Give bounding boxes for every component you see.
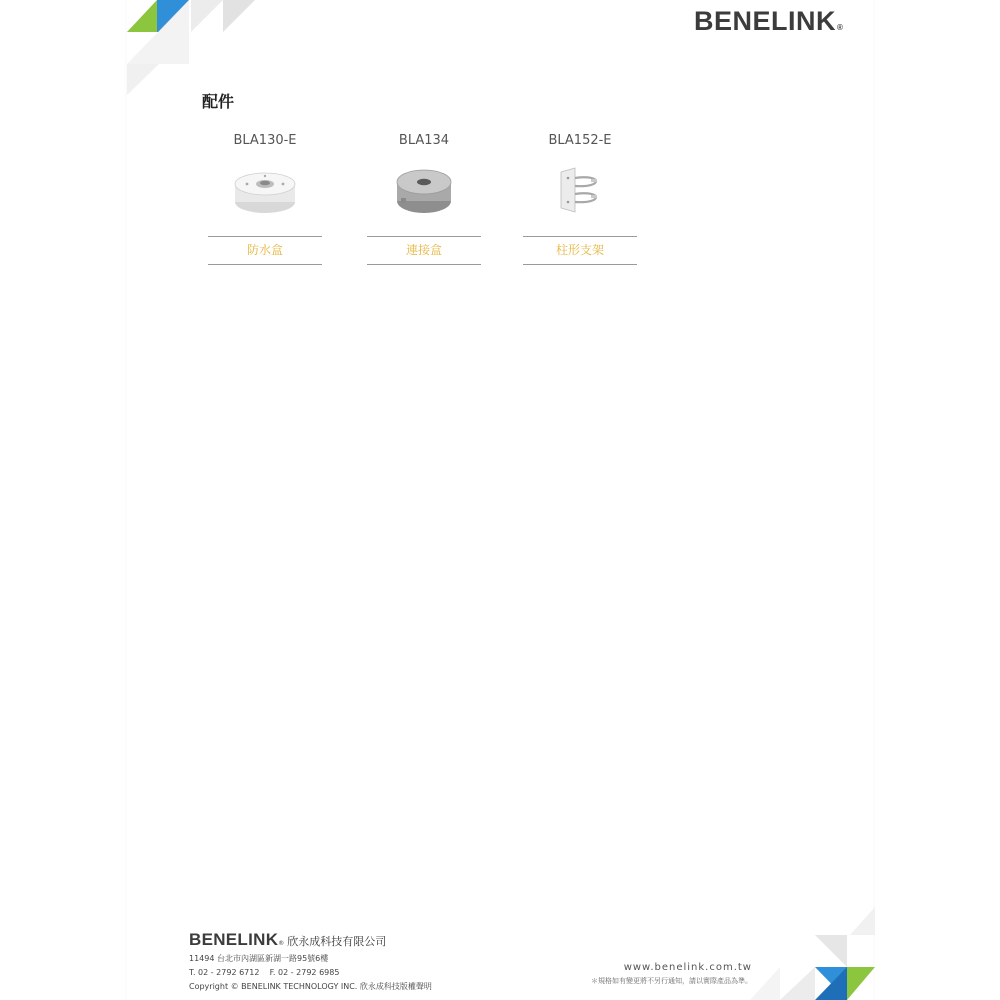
product-card-bla130-e xyxy=(208,130,322,265)
footer-company-info xyxy=(189,930,432,992)
product-model: BLA134 xyxy=(398,133,450,148)
brand-registered-mark: ® xyxy=(837,23,844,32)
product-card-bla152-e xyxy=(523,130,637,265)
footer-website: www.benelink.com.tw xyxy=(623,962,752,973)
pole-mount-bracket-icon xyxy=(523,158,637,224)
product-name: 柱形支架 xyxy=(523,236,637,265)
footer-phone: T. 02 - 2792 6712 xyxy=(189,968,260,977)
footer-contact xyxy=(189,967,432,978)
footer-brand-logo: BENELINK xyxy=(189,930,279,949)
brand-logo-text: BENELINK xyxy=(694,6,837,36)
brand-logo xyxy=(694,6,843,37)
product-model: BLA130-E xyxy=(233,133,297,148)
decorative-triangles-bottom xyxy=(740,905,875,1000)
footer-brand-registered-mark: ® xyxy=(278,940,285,947)
footer-company-name: 欣永成科技有限公司 xyxy=(287,935,387,948)
footer-address: 11494 台北市內湖區新湖一路95號6樓 xyxy=(189,954,329,963)
junction-box-white-icon xyxy=(208,158,322,224)
footer-copyright: Copyright © BENELINK TECHNOLOGY INC. 欣永成科技版權聲明 xyxy=(189,982,432,991)
footer-fax: F. 02 - 2792 6985 xyxy=(269,968,340,977)
section-title: 配件 xyxy=(202,92,235,111)
product-model: BLA152-E xyxy=(548,133,612,148)
product-name: 防水盒 xyxy=(208,236,322,265)
footer-right xyxy=(591,962,752,986)
footer-disclaimer: ＊規格如有變更將不另行通知，請以實際產品為準。 xyxy=(591,977,752,985)
junction-box-grey-icon xyxy=(367,158,481,224)
product-name: 連接盒 xyxy=(367,236,481,265)
decorative-triangles-top xyxy=(127,0,267,100)
product-card-bla134 xyxy=(367,130,481,265)
